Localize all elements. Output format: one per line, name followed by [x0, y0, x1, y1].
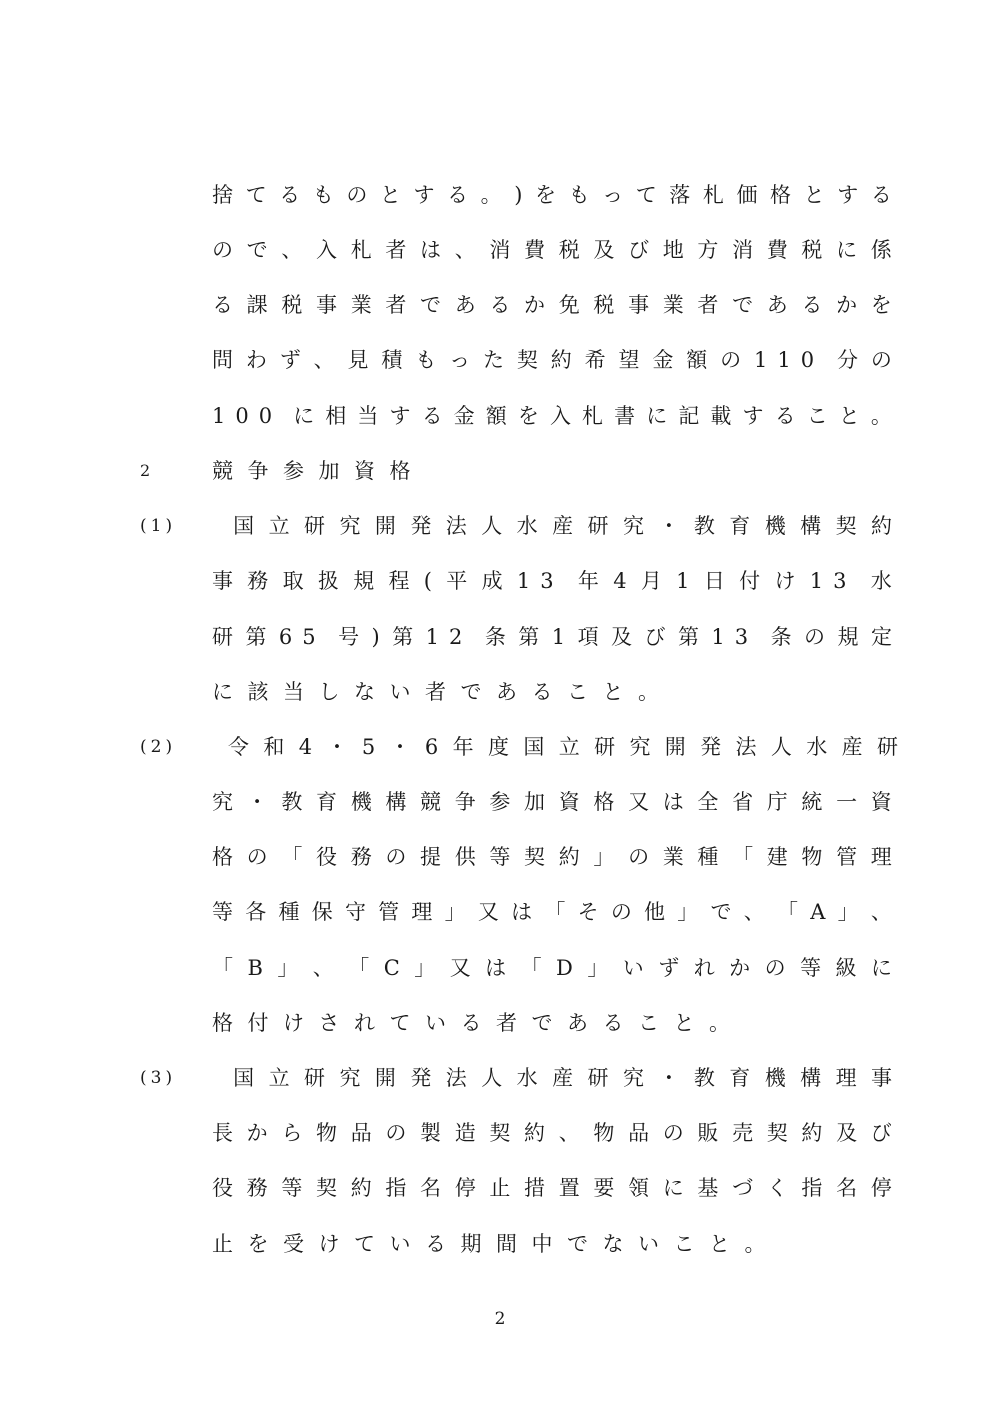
- body-line: 等 各 種 保 守 管 理 」 又 は 「 そ の 他 」 で 、 「 A 」 、: [212, 900, 892, 924]
- page-number: 2: [494, 1309, 506, 1329]
- body-line: 長 か ら 物 品 の 製 造 契 約 、 物 品 の 販 売 契 約 及 び: [212, 1121, 892, 1145]
- body-line: に 該 当 し な い 者 で あ る こ と 。: [212, 680, 659, 704]
- body-line: 100 に 相 当 す る 金 額 を 入 札 書 に 記 載 す る こ と 。: [212, 404, 892, 428]
- body-line: 研 第 65 号 ) 第 12 条 第 1 項 及 び 第 13 条 の 規 定: [212, 625, 892, 649]
- body-line: 究 ・ 教 育 機 構 競 争 参 加 資 格 又 は 全 省 庁 統 一 資: [212, 790, 892, 814]
- body-line: 止 を 受 け て い る 期 間 中 で な い こ と 。: [212, 1232, 766, 1256]
- body-line: 格 付 け さ れ て い る 者 で あ る こ と 。: [212, 1011, 730, 1035]
- body-line: 令 和 4 ・ 5 ・ 6 年 度 国 立 研 究 開 発 法 人 水 産 研: [228, 735, 898, 759]
- item-label: (3): [140, 1068, 177, 1088]
- item-label: (2): [140, 737, 177, 757]
- body-line: 事 務 取 扱 規 程 ( 平 成 13 年 4 月 1 日 付 け 13 水: [212, 569, 892, 593]
- body-line: る 課 税 事 業 者 で あ る か 免 税 事 業 者 で あ る か を: [212, 293, 892, 317]
- body-line: 格 の 「 役 務 の 提 供 等 契 約 」 の 業 種 「 建 物 管 理: [212, 845, 892, 869]
- body-line: の で 、 入 札 者 は 、 消 費 税 及 び 地 方 消 費 税 に 係: [212, 238, 892, 262]
- body-line: 国 立 研 究 開 発 法 人 水 産 研 究 ・ 教 育 機 構 理 事: [233, 1066, 892, 1090]
- section-number: 2: [140, 461, 151, 480]
- body-line: 問 わ ず 、 見 積 も っ た 契 約 希 望 金 額 の 110 分 の: [212, 348, 892, 372]
- body-line: 国 立 研 究 開 発 法 人 水 産 研 究 ・ 教 育 機 構 契 約: [233, 514, 892, 538]
- body-line: 捨 て る も の と す る 。 ) を も っ て 落 札 価 格 と す る: [212, 183, 892, 207]
- section-title: 競 争 参 加 資 格: [212, 459, 411, 483]
- item-label: (1): [140, 516, 177, 536]
- body-line: 役 務 等 契 約 指 名 停 止 措 置 要 領 に 基 づ く 指 名 停: [212, 1176, 892, 1200]
- body-line: 「 B 」 、 「 C 」 又 は 「 D 」 い ず れ か の 等 級 に: [212, 956, 892, 980]
